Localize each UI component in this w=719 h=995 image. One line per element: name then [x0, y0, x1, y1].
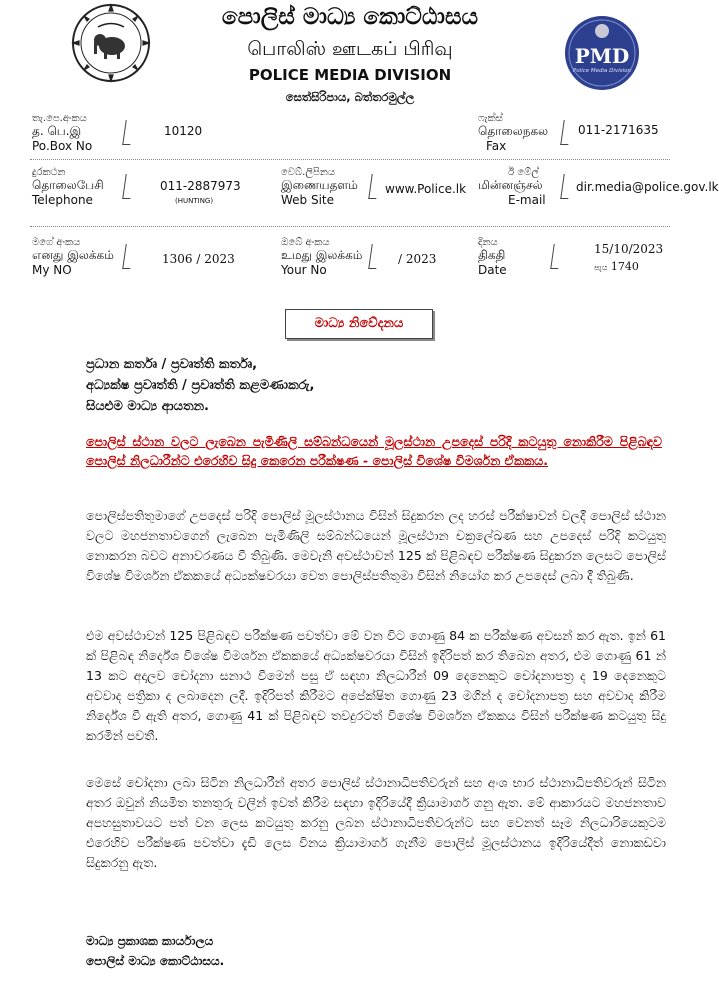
- bracket: [122, 244, 134, 269]
- header-title-sinhala: පොලිස් මාධ්‍ය කොට්ඨාසය: [221, 4, 479, 30]
- header-title-tamil: பொலிஸ் ஊடகப் பிரிவு: [247, 38, 453, 60]
- separator: [30, 226, 670, 228]
- website-label-en: Web Site: [281, 193, 335, 207]
- website-label-si: වෙබ්.ලිපිනය: [281, 167, 336, 178]
- addressee-line: ප්‍රධාන කර්තෘ / ප්‍රවෘත්ති කර්තෘ,: [86, 357, 258, 372]
- pobox-labels: [32, 113, 92, 154]
- body-paragraph-3: මෙසේ චෝදනා ලබා සිටින නිලධාරීන් අතර පොලිස් ස්ථානාධිපතිවරුන් සහ අංශ භාර ස්ථානාධිපතිවරුන් සිටින අතර ඔවුන් නියමිත තනතුරු වලින් ඉවත් කිරීම සඳහා ඉදිරියේදී ක්‍රියාමාර්ග ගනු ඇත. මේ ආකාරයට මහජනතාව අපහසුතාවයට පත් වන ලෙස කටයුතු කරනු ලබන ස්ථානාධිපතිවරුන්ට සහ වෙනත් සෑම නිලධාරියෙකුටම එරෙහිව පරීක්ෂණ පවත්වා දැඩි ලෙස විනය ක්‍රියාමාර්ග ගැනීම පොලිස් මූලස්ථානය ඉදිරියේදීත් නොකඩවා සිදුකරනු ඇත.: [86, 775, 666, 870]
- email-labels: [478, 167, 546, 208]
- date-value: 15/10/2023: [594, 242, 664, 256]
- pobox-label-si: තැ.පෙ.අංකය: [32, 113, 87, 124]
- email-label-si: ඊ මේල්: [508, 167, 539, 178]
- fax-value: 011-2171635: [578, 123, 659, 137]
- telephone-value: 011-2887973: [160, 179, 241, 193]
- my-no-label-si: මගේ අංකය: [32, 237, 81, 248]
- bracket: [550, 244, 562, 269]
- fax-label-en: Fax: [486, 139, 507, 153]
- email-label-ta: மின்னஞ்சல்: [478, 178, 543, 192]
- telephone-note: (HUNTING): [175, 197, 214, 205]
- your-no-label-ta: உமது இலக்கம்: [281, 248, 363, 262]
- header-location: සෙත්සිරිපාය, බත්තරමුල්ල: [285, 90, 415, 104]
- bracket: [560, 174, 572, 199]
- separator: [30, 159, 670, 161]
- website-labels: [281, 167, 358, 208]
- fax-label-si: ෆැක්ස්: [478, 113, 503, 124]
- body-paragraph-2: එම අවස්ථාවන් 125 පිළිබඳව පරීක්ෂණ පවත්වා මේ වන විට ගොණු 84 ක පරීක්ෂණ අවසන් කර ඇත. ඉන් 61 ක් පිළිබඳ නිර්දේශ විශේෂ විමර්ශන ඒකකයේ අධ්‍යක්ෂවරයා විසින් ඉදිරිපත් කර තිබෙන අතර, එම ගොණු 61 න් 13 කට අදාලව චෝදනා සනාථ වීමෙන් පසු ඒ සඳහා නිලධාරීන් 09 දෙනෙකුට චෝදනාපත්‍ර ද 19 දෙනෙකුට අවවාද පත්‍රිකා ද ලබාදෙන ලදී. ඉදිරිපත් කිරීමට අපේක්ෂිත ගොණු 23 මගින් ද චෝදනාපත්‍ර සහ අවවාද කිරීම නිර්දේශ වී ඇති අතර, ගොණු 41 ක් පිළිබඳව තවදුරටත් විශේෂ විමර්ශන ඒකකය විසින් පරීක්ෂණ කටයුතු සිදු කරමින් පවතී.: [86, 628, 666, 743]
- my-no-label-en: My NO: [32, 263, 72, 277]
- body-paragraph-1: පොලිස්පතිතුමාගේ උපදෙස් පරිදි පොලිස් මූලස්ථානය විසින් සිදුකරන ලද හරස් පරීක්ෂාවන් වලදී පොලිස් ස්ථාන වලට මහජනතාවගෙන් ලැබෙන පැමිණිලි සම්බන්ධයෙන් මූලස්ථාන චක්‍රලේඛණ සහ උපදෙස් පරිදි කටයුතු නොකරන බවට අනාවරණය වී තිබුණි. මෙවැනි අවස්ථාවන් 125 ක් පිළිබඳව පරීක්ෂණ සිදුකරන ලෙසට පොලිස් විශේෂ විමර්ශන ඒකකයේ අධ්‍යක්ෂවරයා වෙත පොලිස්පතිතුමා විසින් නියෝග කර උපදෙස් ලබා දී තිබුණි.: [86, 508, 666, 583]
- signature-block: [86, 931, 224, 971]
- date-label-en: Date: [478, 263, 507, 277]
- my-no-value: 1306 / 2023: [162, 252, 235, 266]
- pmd-logo: [563, 14, 641, 92]
- bracket: [122, 174, 134, 199]
- addressee-line: අධ්‍යක්ෂ ප්‍රවෘත්ති / ප්‍රවෘත්ති කළමණාකරු,: [86, 378, 315, 393]
- time-value: 1740: [610, 260, 639, 273]
- signature-office: මාධ්‍ය ප්‍රකාශක කාර්යාලය: [86, 934, 214, 948]
- date-labels: [478, 237, 507, 278]
- time-row: [594, 260, 639, 273]
- telephone-labels: [32, 167, 104, 208]
- signature-division: පොලිස් මාධ්‍ය කොට්ඨාසය.: [86, 954, 225, 968]
- pmd-logo-text: PMD: [574, 44, 630, 68]
- bracket: [368, 174, 380, 199]
- your-no-labels: [281, 237, 362, 278]
- pobox-label-en: Po.Box No: [32, 139, 93, 153]
- pmd-logo-subtext: Police Media Division: [573, 68, 631, 74]
- website-label-ta: இணையதளம்: [281, 178, 358, 192]
- my-no-labels: [32, 237, 114, 278]
- your-no-label-en: Your No: [281, 263, 327, 277]
- pobox-label-ta: த. பெ.இ: [32, 124, 82, 138]
- addressees: [86, 354, 314, 417]
- header-title-english: POLICE MEDIA DIVISION: [248, 66, 452, 84]
- fax-label-ta: தொலைநகல: [478, 124, 549, 138]
- email-label-en: E-mail: [508, 193, 546, 207]
- date-label-si: දිනය: [478, 237, 498, 248]
- my-no-label-ta: எனது இலக்கம்: [32, 248, 114, 262]
- telephone-label-si: දුරකථන: [32, 167, 66, 178]
- website-link[interactable]: www.Police.lk: [385, 182, 467, 196]
- pobox-value: 10120: [164, 124, 203, 138]
- bracket: [122, 120, 134, 145]
- bracket: [560, 120, 572, 145]
- email-link[interactable]: dir.media@police.gov.lk: [576, 180, 719, 194]
- your-no-label-si: ඔබේ අංකය: [281, 237, 330, 248]
- your-no-value: / 2023: [398, 252, 437, 266]
- fax-labels: [478, 113, 548, 154]
- telephone-label-ta: தொலைபேசி: [32, 178, 104, 192]
- release-title: මාධ්‍ය නිවේදනය: [285, 309, 433, 339]
- release-heading: පොලිස් ස්ථාන වලට ලැබෙන පැමිණිලි සම්බන්ධයෙන් මූලස්ථාන උපදෙස් පරිදි කටයුතු නොකිරීම පිළිබඳව පොලිස් නිලධාරීන්ට එරෙහිව සිදු කෙරෙන පරීක්ෂණ - පොලිස් විශේෂ විමර්ශන ඒකකය.: [86, 434, 662, 468]
- bracket: [368, 244, 380, 269]
- telephone-label-en: Telephone: [32, 193, 93, 207]
- date-label-ta: திகதி: [478, 248, 506, 262]
- addressee-line: සියළුම මාධ්‍ය ආයතන.: [86, 399, 209, 414]
- time-label: පැය: [594, 263, 608, 272]
